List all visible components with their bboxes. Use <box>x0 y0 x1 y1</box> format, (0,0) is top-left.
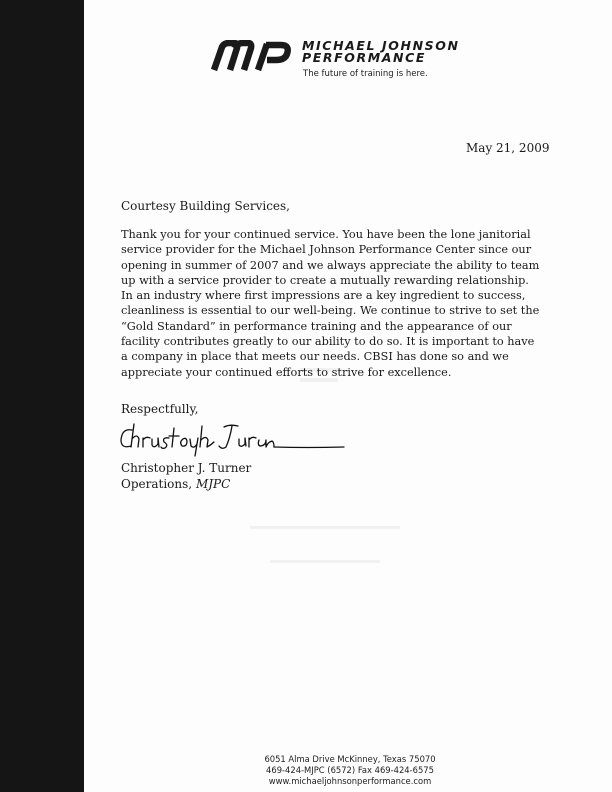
signer-title <box>121 477 230 491</box>
footer-website: www.michaeljohnsonperformance.com <box>268 776 432 786</box>
signer-name: Christopher J. Turner <box>121 461 252 475</box>
scan-bleed-mark <box>250 526 400 529</box>
letterhead-footer <box>230 754 470 787</box>
mp-logo-mark-icon <box>210 40 296 72</box>
signer-title-org: MJPC <box>195 477 231 491</box>
letter-page <box>84 0 612 792</box>
company-name <box>302 40 460 64</box>
letter-body: Thank you for your continued service. You have been the lone janitorial service provider for the Michael Johnson Performance Center since our opening in summer of 2007 and we always appreciate the ability to team up with a service provider to create a mutually rewarding relationship. In an industry where first impressions are a key ingredient to success, cleanliness is essential to our well-being. We continue to strive to set the “Gold Standard” in performance training and the appearance of our facility contributes greatly to our ability to do so. It is important to have a company in place that meets our needs. CBSI has done so and we appreciate your continued efforts to strive for excellence. <box>121 228 540 379</box>
footer-address: 6051 Alma Drive McKinney, Texas 75070 <box>264 754 436 764</box>
company-name-line2: PERFORMANCE <box>302 50 427 65</box>
footer-phone-fax: 469-424-MJPC (6572) Fax 469-424-6575 <box>266 765 434 775</box>
company-tagline: The future of training is here. <box>303 69 428 79</box>
letter-closing: Respectfully, <box>121 402 199 416</box>
handwritten-signature <box>116 418 348 458</box>
scan-dark-edge <box>0 0 84 792</box>
scan-bleed-mark <box>270 560 380 563</box>
signer-title-role: Operations, <box>121 477 193 491</box>
company-name-line1: MICHAEL JOHNSON <box>302 38 460 53</box>
letter-salutation: Courtesy Building Services, <box>121 199 290 213</box>
letter-date: May 21, 2009 <box>466 141 550 155</box>
